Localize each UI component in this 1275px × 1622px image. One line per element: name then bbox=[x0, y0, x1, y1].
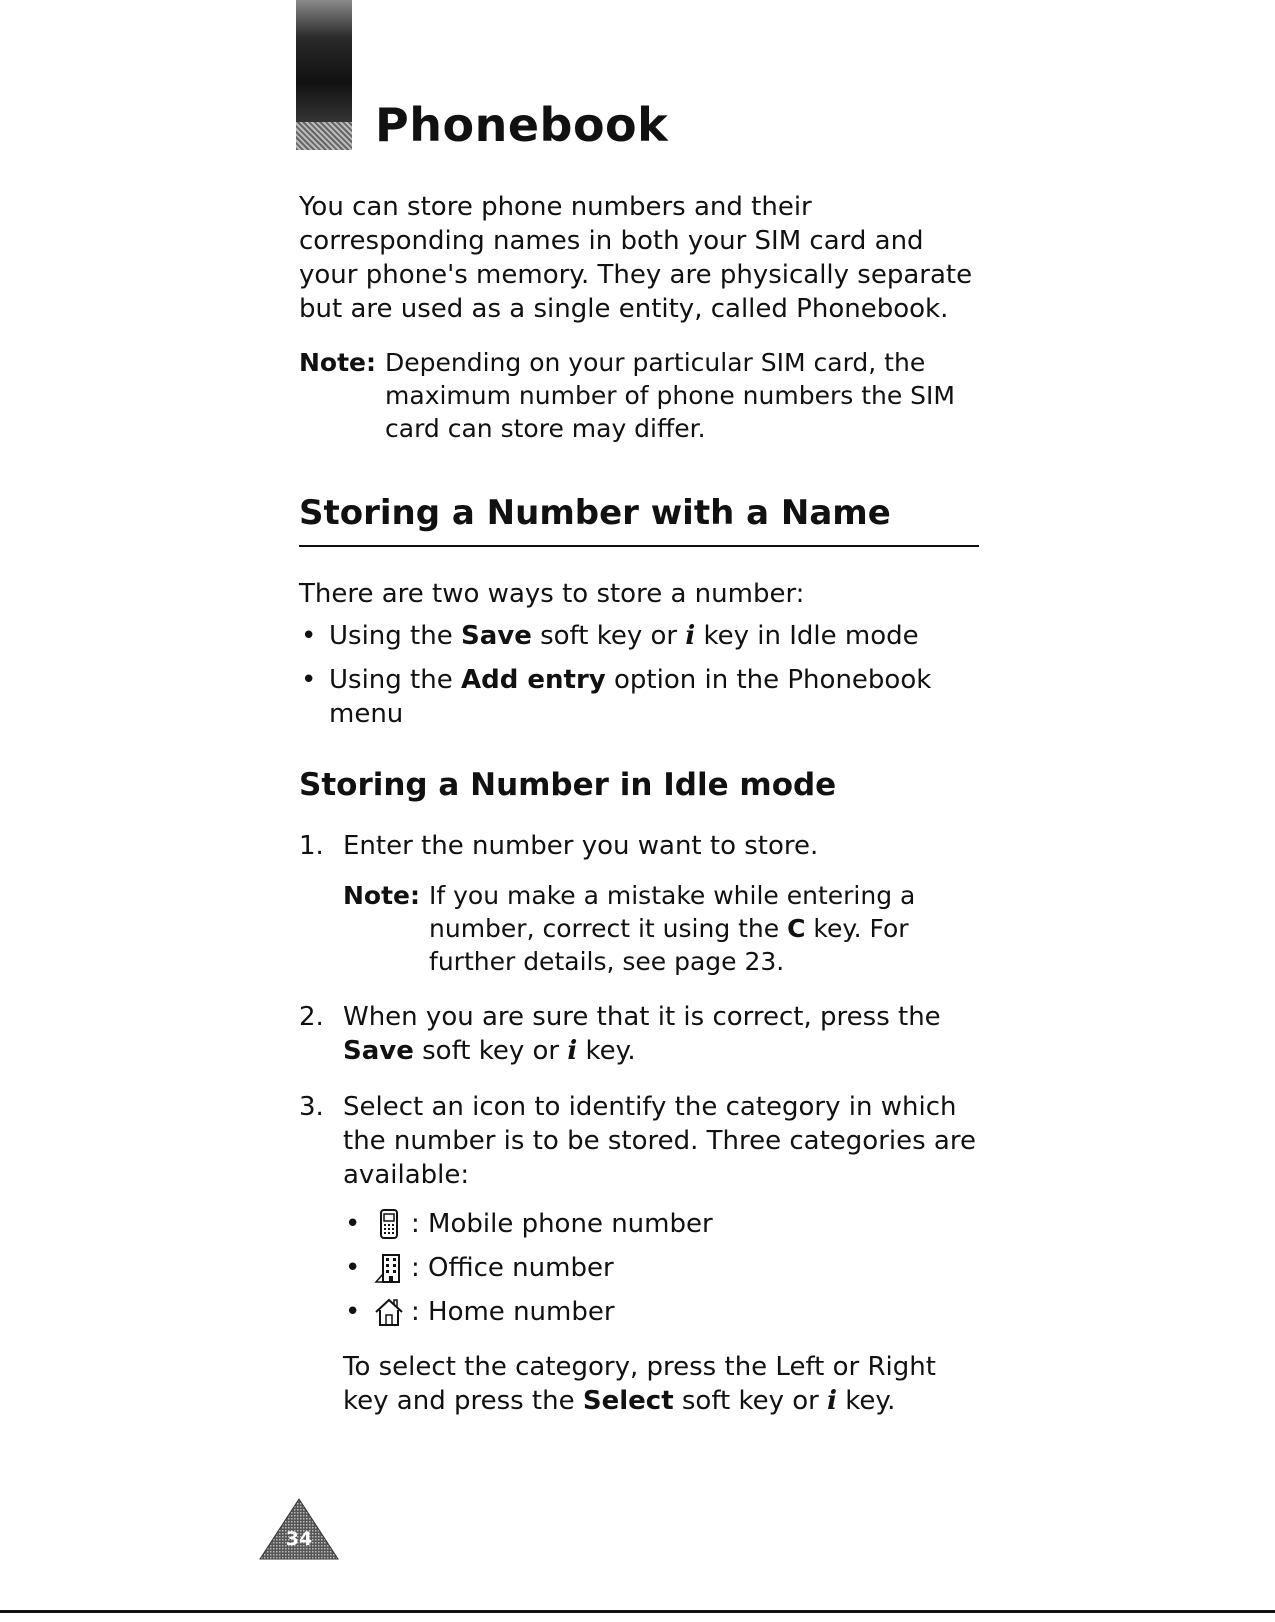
note-label: Note: bbox=[299, 348, 377, 377]
section-lead: There are two ways to store a number: bbox=[299, 579, 805, 609]
step-3-text: Select an icon to identify the category in which the number is to be stored. Three categories are available: bbox=[343, 1092, 976, 1190]
bottom-rule bbox=[0, 1610, 1275, 1613]
category-list bbox=[343, 1202, 979, 1334]
note-text: Depending on your particular SIM card, the maximum number of phone numbers the SIM card can store may differ. bbox=[385, 348, 955, 443]
step-1: 1. Enter the number you want to store. Note: If you make a mistake while entering a number, correct it using the C key. For further details, see page 23. bbox=[299, 829, 979, 978]
note-label: Note: bbox=[343, 881, 421, 910]
step-3: 3. Select an icon to identify the category in which the number is to be stored. Three categories are available: • : Mobile phone number • : Office number • : Home number To select the category, press the Left or Right key and press the Select soft key or i key. bbox=[299, 1090, 979, 1418]
i-key-icon: i bbox=[567, 1036, 578, 1066]
note bbox=[299, 346, 979, 445]
list-item: • Using the Add entry option in the Phonebook menu bbox=[299, 663, 979, 731]
step-2: 2. When you are sure that it is correct, press the Save soft key or i key. bbox=[299, 1000, 979, 1068]
section-title: Storing a Number with a Name bbox=[299, 493, 979, 547]
title-bar-decoration bbox=[296, 0, 352, 150]
list-item: • : Office number bbox=[343, 1246, 979, 1290]
step-1-note bbox=[343, 879, 979, 978]
subsection-title: Storing a Number in Idle mode bbox=[299, 767, 837, 803]
steps-list bbox=[299, 829, 979, 1418]
list-item: • : Home number bbox=[343, 1290, 979, 1334]
office-building-icon bbox=[373, 1252, 405, 1284]
store-methods-list bbox=[299, 619, 979, 731]
content bbox=[299, 190, 979, 1440]
list-item: • Using the Save soft key or i key in Idle mode bbox=[299, 619, 979, 653]
page-title: Phonebook bbox=[375, 98, 669, 152]
i-key-icon: i bbox=[827, 1386, 838, 1416]
step-2-text: When you are sure that it is correct, press the Save soft key or i key. bbox=[343, 1002, 941, 1066]
intro-paragraph: You can store phone numbers and their corresponding names in both your SIM card and your phone's memory. They are physically separate but are used as a single entity, called Phonebook. bbox=[299, 192, 973, 324]
mobile-phone-icon bbox=[373, 1208, 405, 1240]
step-1-text: Enter the number you want to store. bbox=[343, 831, 819, 861]
page-number: 34 bbox=[285, 1528, 313, 1550]
list-item: • : Mobile phone number bbox=[343, 1202, 979, 1246]
home-icon bbox=[373, 1296, 405, 1328]
note-text: If you make a mistake while entering a number, correct it using the C key. For further details, see page 23. bbox=[429, 881, 916, 976]
i-key-icon: i bbox=[685, 621, 696, 651]
select-instructions: To select the category, press the Left or Right key and press the Select soft key or i key. bbox=[343, 1352, 936, 1416]
